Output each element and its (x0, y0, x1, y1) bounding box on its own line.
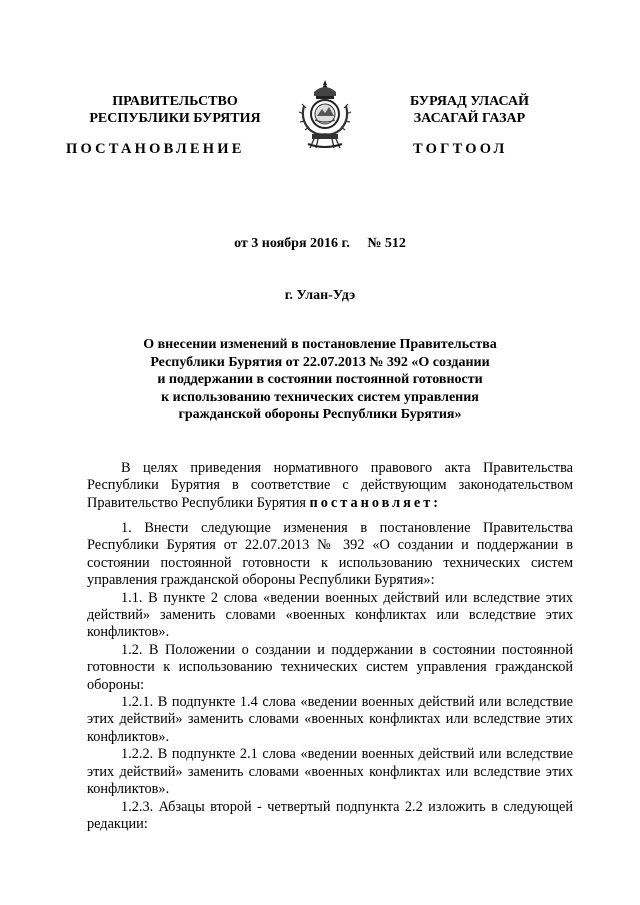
issuer-right-line2: ЗАСАГАЙ ГАЗАР (413, 111, 526, 126)
preamble-text: В целях приведения нормативного правового акта Правительства Республики Бурятия в соответствие с действующим законодательством Правительство Республики Бурятия (87, 460, 573, 511)
issuer-left (60, 93, 290, 127)
city: г. Улан-Удэ (284, 288, 356, 303)
paragraph: 1.2.2. В подпункте 2.1 слова «ведении военных действий или вследствие этих действий» заменить словами «военных конфликтах или вследствие этих конфликтов». (87, 746, 573, 798)
preamble (87, 460, 573, 512)
document-type-bua: ТОГТООЛ (413, 141, 508, 157)
document-subject (0, 336, 640, 424)
date-and-number: от 3 ноября 2016 г. № 512 (234, 236, 406, 251)
paragraph: 1.1. В пункте 2 слова «ведении военных действий или вследствие этих действий» заменить словами «военных конфликтах или вследствие этих конфликтов». (87, 589, 573, 641)
subject-line: Республики Бурятия от 22.07.2013 № 392 «О создании (150, 354, 490, 370)
document-type-ru: ПОСТАНОВЛЕНИЕ (66, 141, 245, 157)
paragraph: 1.2. В Положении о создании и поддержании в состоянии постоянной готовности к использованию технических систем управления гражданской обороны: (87, 641, 573, 693)
subject-line: и поддержании в состоянии постоянной готовности (157, 372, 483, 387)
resolution-body (87, 520, 573, 833)
paragraph: 1. Внести следующие изменения в постановление Правительства Республики Бурятия от 22.07.2013 № 392 «О создании и поддержании в состоянии постоянной готовности к использованию технических систем управления гражданской обороны Республики Бурятия»: (87, 520, 573, 589)
issuer-left-line2: РЕСПУБЛИКИ БУРЯТИЯ (89, 111, 261, 126)
issuer-right (362, 93, 577, 127)
resolve-word: постановляет: (309, 494, 442, 511)
subject-line: О внесении изменений в постановление Правительства (143, 337, 497, 352)
issuer-left-line1: ПРАВИТЕЛЬСТВО (112, 94, 238, 109)
subject-line: гражданской обороны Республики Бурятия» (178, 407, 462, 422)
paragraph: 1.2.1. В подпункте 1.4 слова «ведении военных действий или вследствие этих действий» заменить словами «военных конфликтах или вследствие этих конфликтов». (87, 694, 573, 745)
subject-line: к использованию технических систем управления (161, 389, 479, 405)
issuer-right-line1: БУРЯАД УЛАСАЙ (410, 94, 529, 109)
coat-of-arms-icon (296, 78, 354, 152)
paragraph: 1.2.3. Абзацы второй - четвертый подпункта 2.2 изложить в следующей редакции: (87, 798, 573, 832)
